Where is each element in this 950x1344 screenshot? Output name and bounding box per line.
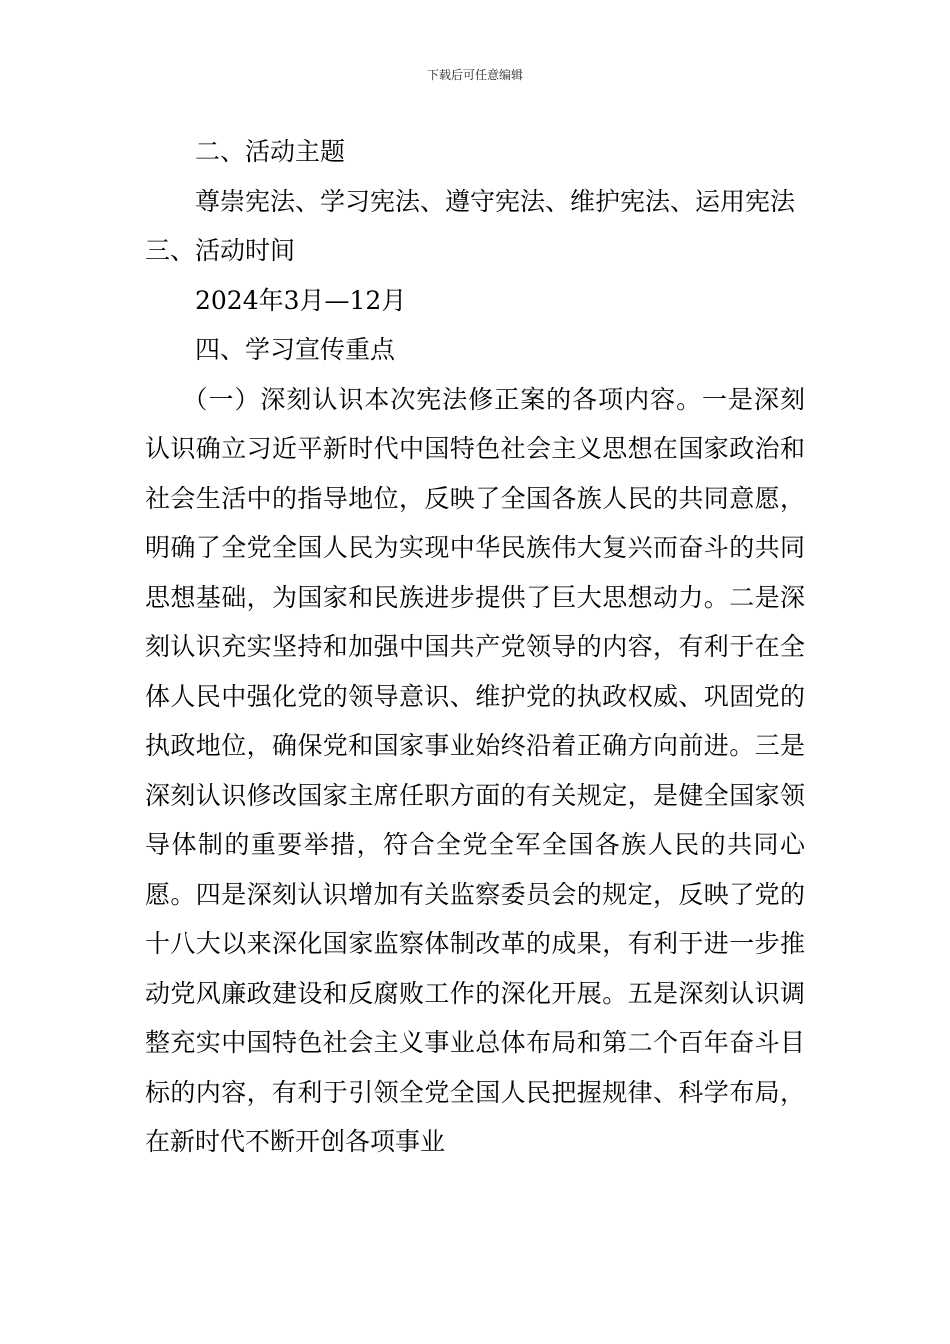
theme-paragraph: 尊崇宪法、学习宪法、遵守宪法、维护宪法、运用宪法 <box>195 186 796 216</box>
section-heading-time: 三、活动时间 <box>145 236 296 265</box>
page-header: 下载后可任意编辑 <box>426 68 523 82</box>
document-body <box>145 127 805 1167</box>
focus-paragraph: （一）深刻认识本次宪法修正案的各项内容。一是深刻认识确立习近平新时代中国特色社会主义思想在国家政治和社会生活中的指导地位，反映了全国各族人民的共同意愿，明确了全党全国人民为实现中华民族伟大复兴而奋斗的共同思想基础，为国家和民族进步提供了巨大思想动力。二是深刻认识充实坚持和加强中国共产党领导的内容，有利于在全体人民中强化党的领导意识、维护党的执政权威、巩固党的执政地位，确保党和国家事业始终沿着正确方向前进。三是深刻认识修改国家主席任职方面的有关规定，是健全国家领导体制的重要举措，符合全党全军全国各族人民的共同心愿。四是深刻认识增加有关监察委员会的规定，反映了党的十八大以来深化国家监察体制改革的成果，有利于进一步推动党风廉政建设和反腐败工作的深化开展。五是深刻认识调整充实中国特色社会主义事业总体布局和第二个百年奋斗目标的内容，有利于引领全党全国人民把握规律、科学布局，在新时代不断开创各项事业 <box>145 384 805 1156</box>
section-heading-focus: 四、学习宣传重点 <box>195 335 396 364</box>
section-heading-theme: 二、活动主题 <box>195 137 346 166</box>
time-paragraph: 2024年3月—12月 <box>195 285 407 315</box>
